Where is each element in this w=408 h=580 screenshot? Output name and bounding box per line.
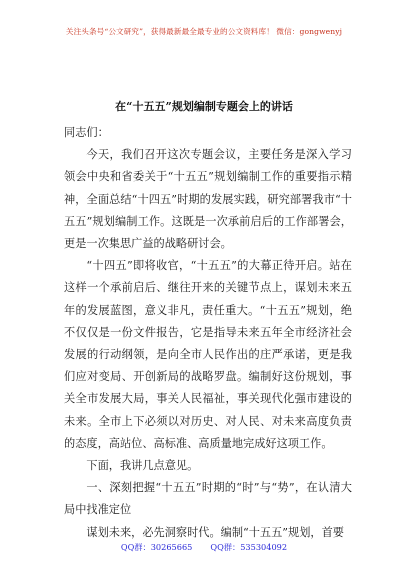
section-heading-one: 一、深刻把握“十五五”时期的“时”与“势”，在认清大局中找准定位 [64, 481, 352, 517]
document-body [64, 118, 352, 544]
paragraph-transition: 下面，我讲几点意见。 [86, 459, 199, 473]
paragraph-significance: “十四五”即将收官，“十五五”的大幕正待开启。站在这样一个承前启后、继往开来的关键节点上，谋划未来五年的发展蓝图，意义非凡，责任重大。“十五五”规划，绝不仅仅是一份文件报告，它是指导未来五年全市经济社会发展的行动纲领，是向全市人民作出的庄严承诺，更是我们应对变局、开创新局的战略罗盘。编制好这份规划，事关全市发展大局，事关人民福祉，事关现代化强市建设的未来。全市上下必须以对历史、对人民、对未来高度负责的态度，高站位、高标准、高质量地完成好这项工作。 [64, 259, 352, 450]
paragraph-opening: 今天，我们召开这次专题会议，主要任务是深入学习领会中央和省委关于“十五五”规划编制工作的重要指示精神，全面总结“十四五”时期的发展实践，研究部署我市“十五五”规划编制工作。这既是一次承前启后的工作部署会，更是一次集思广益的战略研讨会。 [64, 148, 352, 251]
salutation: 同志们： [64, 126, 109, 139]
paragraph-section-one-start: 谋划未来，必先洞察时代。编制“十五五”规划，首要 [86, 525, 344, 539]
footer-contacts [0, 542, 408, 553]
qq-group-1: QQ群：30265665 [120, 542, 193, 552]
header-promo-note: 关注头条号“公文研究”，获得最新最全最专业的公文资料库！ 微信：gongwenyj [65, 27, 343, 36]
document-title: 在“十五五”规划编制专题会上的讲话 [115, 100, 293, 113]
qq-group-2: QQ群：535304092 [210, 542, 288, 552]
